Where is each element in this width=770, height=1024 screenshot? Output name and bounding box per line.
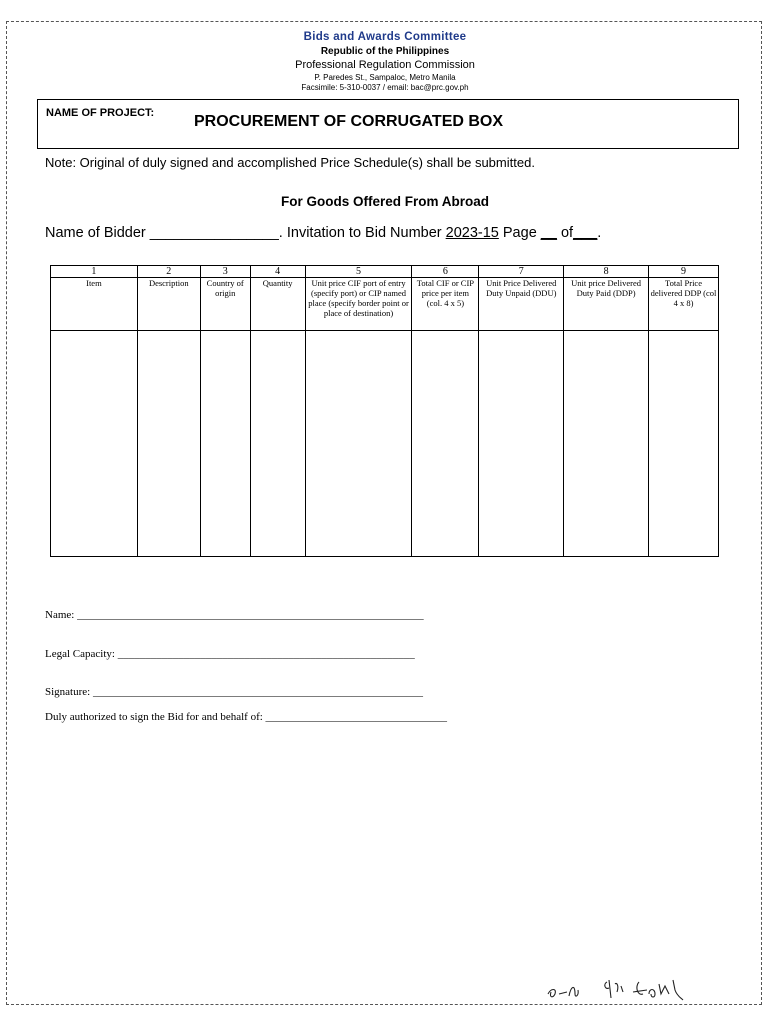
project-title: PROCUREMENT OF CORRUGATED BOX: [194, 113, 504, 130]
table-cell[interactable]: [51, 331, 138, 557]
invitation-label: Invitation to Bid Number: [286, 225, 442, 241]
submission-note: Note: Original of duly signed and accomplished Price Schedule(s) shall be submitted.: [45, 155, 535, 170]
column-header-row: [51, 278, 719, 331]
republic-label: Republic of the Philippines: [320, 46, 450, 57]
column-number: 7: [479, 266, 564, 278]
legal-capacity-field[interactable]: Legal Capacity: ______________________________________________________: [45, 648, 415, 660]
column-number: 2: [137, 266, 200, 278]
column-number: 3: [200, 266, 250, 278]
bidder-line: [45, 225, 601, 241]
table-cell[interactable]: [564, 331, 649, 557]
column-header-quantity: Quantity: [250, 278, 305, 331]
page-label: Page: [502, 225, 537, 241]
project-box: [37, 99, 739, 149]
table-cell[interactable]: [200, 331, 250, 557]
contact-line: Facsimile: 5-310-0037 / email: bac@prc.gov.ph: [301, 83, 469, 92]
column-header-item: Item: [51, 278, 138, 331]
column-header-total-ddp: Total Price delivered DDP (col 4 x 8): [649, 278, 719, 331]
table-cell[interactable]: [649, 331, 719, 557]
table-cell[interactable]: [479, 331, 564, 557]
table-cell[interactable]: [412, 331, 479, 557]
page-number-blank: __: [540, 225, 557, 241]
column-number: 5: [305, 266, 412, 278]
page-total-blank: ___: [573, 225, 598, 241]
commission-label: Professional Regulation Commission: [295, 59, 475, 71]
invitation-number: 2023-15: [445, 225, 499, 241]
authorized-field[interactable]: Duly authorized to sign the Bid for and behalf of: _________________________________: [45, 711, 448, 723]
column-number: 1: [51, 266, 138, 278]
section-title: For Goods Offered From Abroad: [280, 194, 489, 209]
handwritten-initials: [545, 970, 705, 1006]
signature-field[interactable]: Signature: ____________________________________________________________: [45, 686, 423, 698]
column-number: 9: [649, 266, 719, 278]
column-header-description: Description: [137, 278, 200, 331]
project-label: NAME OF PROJECT:: [46, 107, 155, 119]
column-number: 6: [412, 266, 479, 278]
table-row: [51, 331, 719, 557]
column-number: 4: [250, 266, 305, 278]
table-cell[interactable]: [305, 331, 412, 557]
column-number: 8: [564, 266, 649, 278]
address-line: P. Paredes St., Sampaloc, Metro Manila: [314, 73, 456, 82]
column-header-total-cif: Total CIF or CIP price per item (col. 4 x 5): [412, 278, 479, 331]
column-header-unit-price-cif: Unit price CIF port of entry (specify port) or CIP named place (specify border point or place of destination): [305, 278, 412, 331]
column-header-unit-price-ddp: Unit price Delivered Duty Paid (DDP): [564, 278, 649, 331]
bidder-line-end: .: [597, 225, 602, 241]
table-cell[interactable]: [250, 331, 305, 557]
price-schedule-table: [50, 265, 719, 557]
column-header-country: Country of origin: [200, 278, 250, 331]
name-field[interactable]: Name: _______________________________________________________________: [45, 609, 424, 621]
org-title: Bids and Awards Committee: [303, 31, 467, 43]
name-of-bidder-field: Name of Bidder ________________.: [45, 225, 283, 241]
column-header-unit-price-ddu: Unit Price Delivered Duty Unpaid (DDU): [479, 278, 564, 331]
column-number-row: [51, 266, 719, 278]
table-cell[interactable]: [137, 331, 200, 557]
of-label: of: [560, 225, 574, 241]
